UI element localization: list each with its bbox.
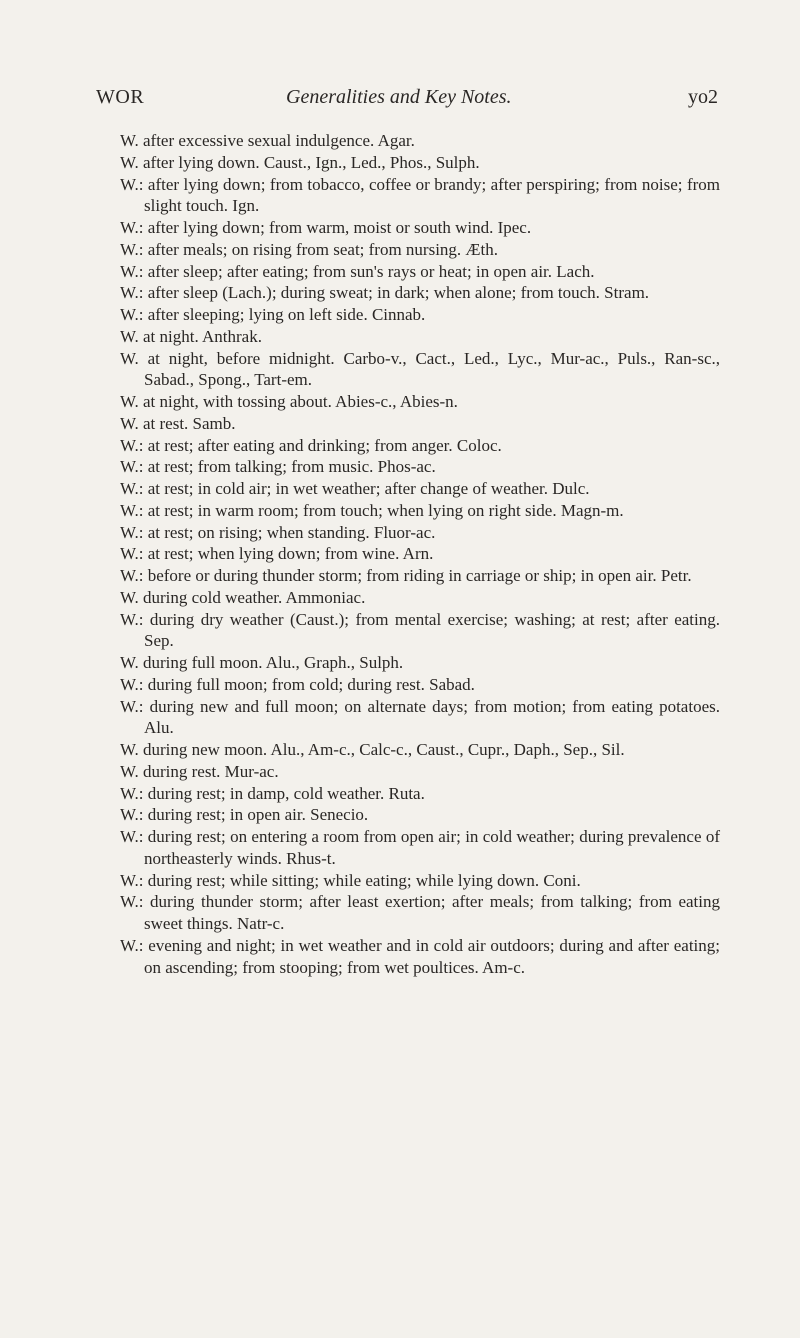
entry: W.: evening and night; in wet weather and in cold air outdoors; during and after eating; on ascending; from stooping; from wet poultices. Am-c. — [120, 935, 720, 977]
entry: W.: during rest; in open air. Senecio. — [120, 805, 369, 825]
entry: W.: at rest; in cold air; in wet weather; after change of weather. Dulc. — [120, 479, 590, 498]
entry: W.: after lying down; from warm, moist or south wind. Ipec. — [120, 218, 532, 237]
entry: W. during rest. Mur-ac. — [120, 761, 279, 781]
entry: W.: during dry weather (Caust.); from mental exercise; washing; at rest; after eating. Sep. — [120, 609, 720, 651]
entry: W.: after sleep; after eating; from sun's rays or heat; in open air. Lach. — [120, 261, 595, 281]
entry: W. at night, before midnight. Carbo-v., Cact., Led., Lyc., Mur-ac., Puls., Ran-sc., Sabad., Spong., Tart-em. — [120, 348, 720, 390]
header-section: WOR — [96, 86, 145, 108]
entry: W.: after lying down; from tobacco, coffee or brandy; after perspiring; from noise; from slight touch. Ign. — [120, 174, 720, 216]
entry: W.: before or during thunder storm; from riding in carriage or ship; in open air. Petr. — [120, 566, 692, 585]
entry: W. after lying down. Caust., Ign., Led., Phos., Sulph. — [120, 152, 480, 172]
entry: W.: during rest; while sitting; while eating; while lying down. Coni. — [120, 870, 581, 890]
entry-list — [120, 130, 720, 978]
entry: W.: after sleep (Lach.); during sweat; in dark; when alone; from touch. Stram. — [120, 283, 650, 303]
running-header — [96, 86, 718, 112]
entry: W. at night, with tossing about. Abies-c., Abies-n. — [120, 392, 458, 411]
entry: W.: at rest; from talking; from music. Phos-ac. — [120, 457, 436, 477]
header-title: Generalities and Key Notes. — [286, 86, 512, 108]
page-number: yo2 — [688, 86, 718, 108]
entry: W. after excessive sexual indulgence. Agar. — [120, 131, 415, 150]
entry: W.: during thunder storm; after least exertion; after meals; from talking; from eating sweet things. Natr-c. — [120, 892, 720, 933]
entry: W.: at rest; in warm room; from touch; when lying on right side. Magn-m. — [120, 500, 624, 520]
entry: W.: during rest; in damp, cold weather. Ruta. — [120, 783, 425, 803]
entry: W. at rest. Samb. — [120, 413, 236, 433]
entry: W. during cold weather. Ammoniac. — [120, 587, 366, 607]
entry: W. at night. Anthrak. — [120, 326, 262, 346]
entry: W.: during rest; on entering a room from open air; in cold weather; during prevalence of northeasterly winds. Rhus-t. — [120, 827, 720, 868]
entry: W. during full moon. Alu., Graph., Sulph. — [120, 653, 404, 672]
entry: W.: during new and full moon; on alternate days; from motion; from eating potatoes. Alu. — [120, 696, 720, 738]
entry: W.: at rest; after eating and drinking; from anger. Coloc. — [120, 435, 502, 455]
entry: W.: at rest; when lying down; from wine. Arn. — [120, 544, 434, 564]
entry: W. during new moon. Alu., Am-c., Calc-c., Caust., Cupr., Daph., Sep., Sil. — [120, 740, 625, 759]
entry: W.: at rest; on rising; when standing. Fluor-ac. — [120, 522, 436, 542]
entry: W.: after meals; on rising from seat; from nursing. Æth. — [120, 239, 499, 259]
entry: W.: after sleeping; lying on left side. Cinnab. — [120, 305, 426, 324]
entry: W.: during full moon; from cold; during rest. Sabad. — [120, 674, 475, 694]
